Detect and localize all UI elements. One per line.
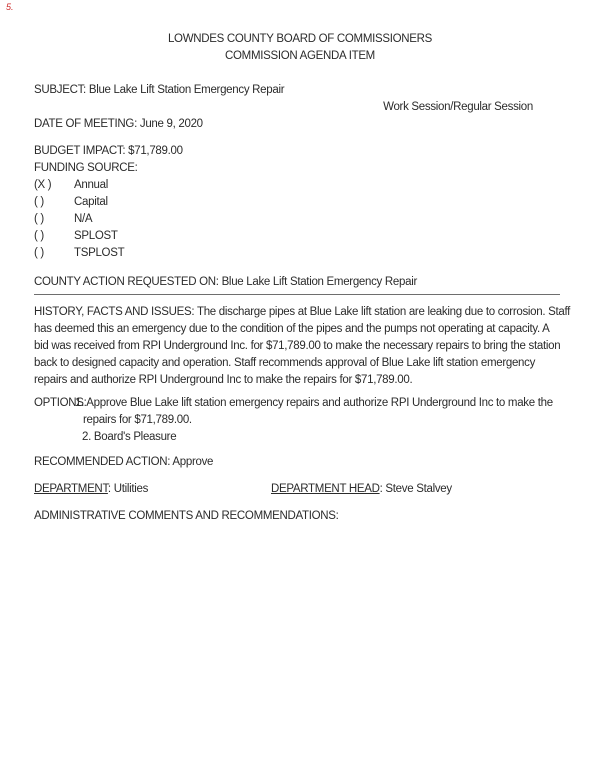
county-action-label: COUNTY ACTION REQUESTED ON: xyxy=(34,276,219,288)
red-annotation: 5. xyxy=(6,2,14,12)
admin-comments-heading: ADMINISTRATIVE COMMENTS AND RECOMMENDATIONS: xyxy=(34,510,339,522)
checkbox-mark: ( ) xyxy=(34,196,44,208)
history-line: has deemed this an emergency due to the condition of the pipes and the pumps not operating at capacity. A xyxy=(34,323,550,335)
department-field xyxy=(34,483,148,495)
budget-impact-line xyxy=(34,143,569,160)
options-list xyxy=(75,395,553,446)
header-line-1: LOWNDES COUNTY BOARD OF COMMISSIONERS xyxy=(167,33,433,45)
department-value: Utilities xyxy=(113,483,149,495)
department-label: DEPARTMENT xyxy=(34,483,108,495)
funding-option-capital xyxy=(34,194,569,211)
recommended-action-line xyxy=(34,454,569,471)
header-line-2: COMMISSION AGENDA ITEM xyxy=(225,50,375,62)
option-1-line-2: repairs for $71,789.00. xyxy=(83,414,192,426)
subject-value: Blue Lake Lift Station Emergency Repair xyxy=(88,84,285,96)
history-line: bid was received from RPI Underground Inc. for $71,789.00 to make the necessary repairs to bring the station xyxy=(34,340,561,352)
funding-option-annual xyxy=(34,177,569,194)
history-line: back to designed capacity and operation. Staff recommends approval of Blue Lake lift station emergency xyxy=(34,357,536,369)
document-body xyxy=(0,82,600,525)
history-line: HISTORY, FACTS AND ISSUES: The discharge pipes at Blue Lake lift station are leaking due to corrosion. Staff xyxy=(34,306,571,318)
funding-option-label: Capital xyxy=(74,196,108,208)
meeting-date-label: DATE OF MEETING: xyxy=(34,118,137,130)
option-2: 2. Board's Pleasure xyxy=(82,431,177,443)
funding-option-na xyxy=(34,211,569,228)
department-head-label: DEPARTMENT HEAD xyxy=(271,483,380,495)
funding-option-tsplost xyxy=(34,245,569,262)
meeting-date-line xyxy=(34,116,569,133)
checkbox-mark: ( ) xyxy=(34,213,44,225)
meeting-date-value: June 9, 2020 xyxy=(139,118,203,130)
recommended-action-label: RECOMMENDED ACTION: xyxy=(34,456,171,468)
checkbox-mark-checked: (X ) xyxy=(34,179,52,191)
funding-option-label: TSPLOST xyxy=(74,247,125,259)
funding-option-label: N/A xyxy=(74,213,93,225)
funding-option-label: Annual xyxy=(74,179,109,191)
department-head-colon: : xyxy=(379,483,383,495)
session-type: Work Session/Regular Session xyxy=(383,101,533,113)
department-row xyxy=(34,481,569,498)
funding-option-label: SPLOST xyxy=(74,230,118,242)
subject-label: SUBJECT: xyxy=(34,84,86,96)
options-label: OPTIONS: xyxy=(34,397,87,409)
department-head-field xyxy=(271,481,452,498)
budget-impact-value: $71,789.00 xyxy=(128,145,183,157)
department-head-value: Steve Stalvey xyxy=(385,483,452,495)
recommended-action-value: Approve xyxy=(172,456,214,468)
county-action-line xyxy=(34,274,560,295)
budget-impact-label: BUDGET IMPACT: xyxy=(34,145,126,157)
options-section xyxy=(34,395,569,446)
funding-option-splost xyxy=(34,228,569,245)
document-header xyxy=(0,31,600,65)
checkbox-mark: ( ) xyxy=(34,247,44,259)
history-line: repairs and authorize RPI Underground Inc to make the repairs for $71,789.00. xyxy=(34,374,413,386)
history-facts-issues xyxy=(34,304,569,389)
department-colon: : xyxy=(107,483,111,495)
county-action-value: Blue Lake Lift Station Emergency Repair xyxy=(221,276,417,288)
option-1-line-1: 1. Approve Blue Lake lift station emergency repairs and authorize RPI Underground Inc to make the xyxy=(75,397,553,409)
funding-source-label: FUNDING SOURCE: xyxy=(34,162,138,174)
subject-line xyxy=(34,82,569,99)
checkbox-mark: ( ) xyxy=(34,230,44,242)
